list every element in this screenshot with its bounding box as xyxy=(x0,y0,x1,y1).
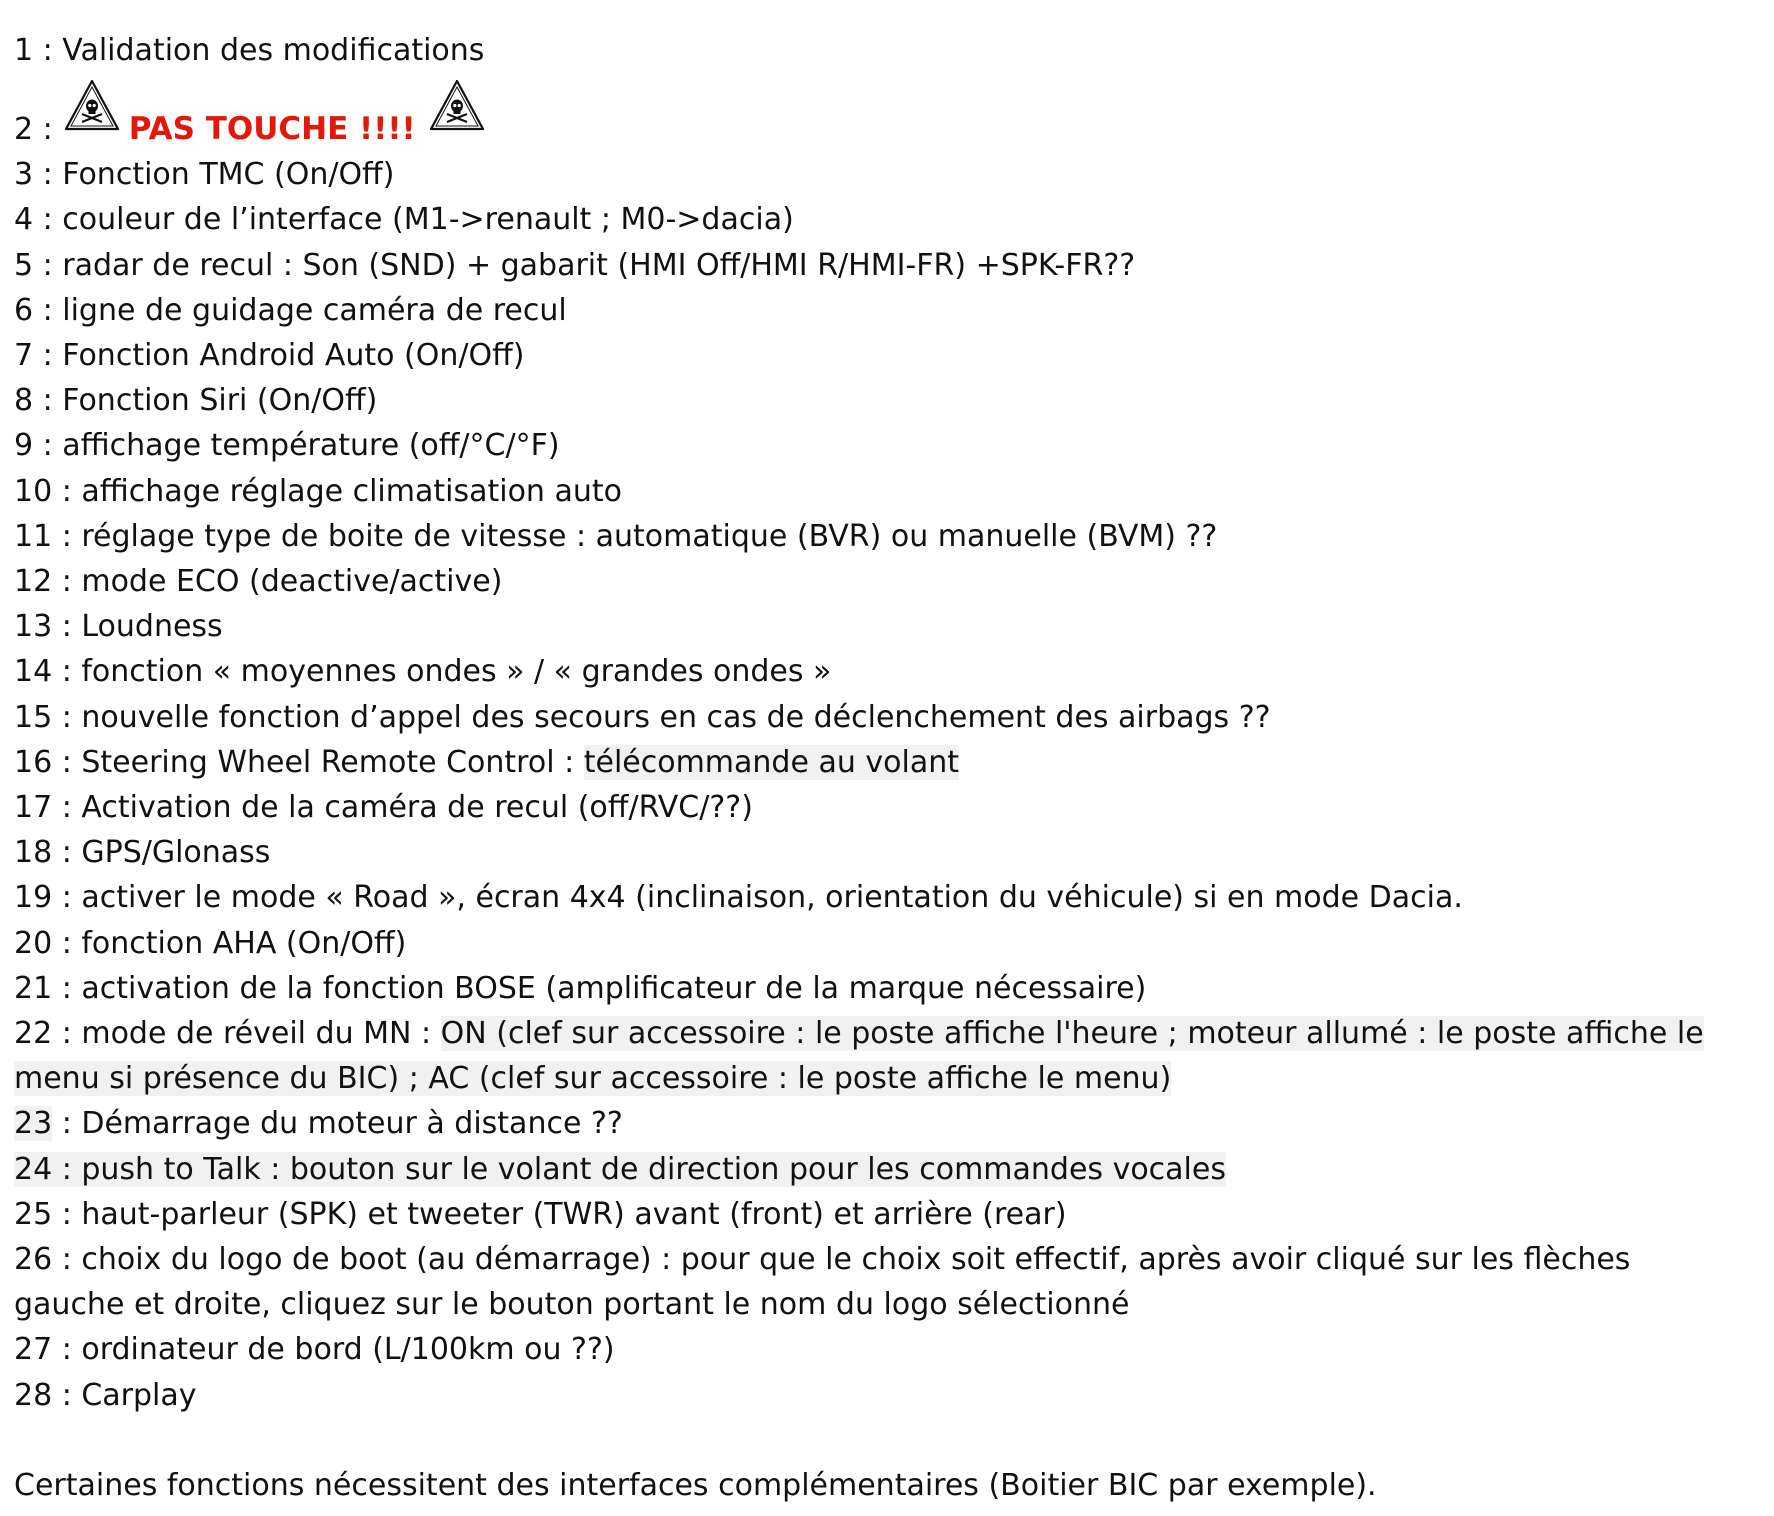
item-20: 20 : fonction AHA (On/Off) xyxy=(14,925,407,961)
item-16-highlight: télécommande au volant xyxy=(583,744,959,780)
item-16-label: 16 : Steering Wheel Remote Control : xyxy=(14,744,584,780)
item-24 xyxy=(14,1147,1754,1192)
item-22-highlight: ON (clef sur accessoire : le poste affiche l'heure ; moteur allumé : le poste affiche le menu si présence du BIC) ; AC (clef sur accessoire : le poste affiche le menu) xyxy=(14,1016,1704,1097)
item-23-label: : Démarrage du moteur à distance ?? xyxy=(52,1106,623,1142)
item-23-number: 23 xyxy=(14,1106,53,1142)
item-11: 11 : réglage type de boite de vitesse : automatique (BVR) ou manuelle (BVM) ?? xyxy=(14,518,1218,554)
item-25: 25 : haut-parleur (SPK) et tweeter (TWR) avant (front) et arrière (rear) xyxy=(14,1196,1067,1232)
item-3: 3 : Fonction TMC (On/Off) xyxy=(14,157,395,193)
warning-text: PAS TOUCHE !!!! xyxy=(128,111,416,148)
item-28: 28 : Carplay xyxy=(14,1377,197,1413)
item-8: 8 : Fonction Siri (On/Off) xyxy=(14,383,378,419)
item-5: 5 : radar de recul : Son (SND) + gabarit (HMI Off/HMI R/HMI-FR) +SPK-FR?? xyxy=(14,247,1136,283)
item-7: 7 : Fonction Android Auto (On/Off) xyxy=(14,338,525,374)
item-17: 17 : Activation de la caméra de recul (off/RVC/??) xyxy=(14,790,753,826)
item-26: 26 : choix du logo de boot (au démarrage) : pour que le choix soit effectif, après avoir cliqué sur les flèches gauche et droite, cliquez sur le bouton portant le nom du logo sélectionné xyxy=(14,1242,1631,1323)
item-13: 13 : Loudness xyxy=(14,609,223,645)
item-21: 21 : activation de la fonction BOSE (amplificateur de la marque nécessaire) xyxy=(14,970,1147,1006)
item-15: 15 : nouvelle fonction d’appel des secours en cas de déclenchement des airbags ?? xyxy=(14,699,1271,735)
document xyxy=(14,28,1754,1508)
item-24-highlight: 24 : push to Talk : bouton sur le volant de direction pour les commandes vocales xyxy=(14,1151,1226,1187)
footer-note: Certaines fonctions nécessitent des interfaces complémentaires (Boitier BIC par exemple). xyxy=(14,1468,1377,1504)
item-12: 12 : mode ECO (deactive/active) xyxy=(14,564,503,600)
item-2 xyxy=(14,73,1754,152)
item-1: 1 : Validation des modifications xyxy=(14,33,485,68)
spacer xyxy=(14,1418,1754,1463)
skull-warning-icon xyxy=(428,78,486,134)
item-27: 27 : ordinateur de bord (L/100km ou ??) xyxy=(14,1332,615,1368)
skull-warning-icon xyxy=(63,78,121,134)
item-10: 10 : affichage réglage climatisation auto xyxy=(14,473,622,509)
item-14: 14 : fonction « moyennes ondes » / « grandes ondes » xyxy=(14,654,832,690)
item-16 xyxy=(14,740,1754,785)
item-22 xyxy=(14,1011,1734,1101)
item-2-number: 2 : xyxy=(14,112,53,148)
item-9: 9 : affichage température (off/°C/°F) xyxy=(14,428,560,464)
item-22-label: 22 : mode de réveil du MN : xyxy=(14,1016,441,1052)
item-23 xyxy=(14,1101,1754,1146)
item-4: 4 : couleur de l’interface (M1->renault ; M0->dacia) xyxy=(14,202,794,238)
item-19: 19 : activer le mode « Road », écran 4x4 (inclinaison, orientation du véhicule) si en mode Dacia. xyxy=(14,880,1463,916)
item-18: 18 : GPS/Glonass xyxy=(14,835,271,871)
item-6: 6 : ligne de guidage caméra de recul xyxy=(14,292,567,328)
